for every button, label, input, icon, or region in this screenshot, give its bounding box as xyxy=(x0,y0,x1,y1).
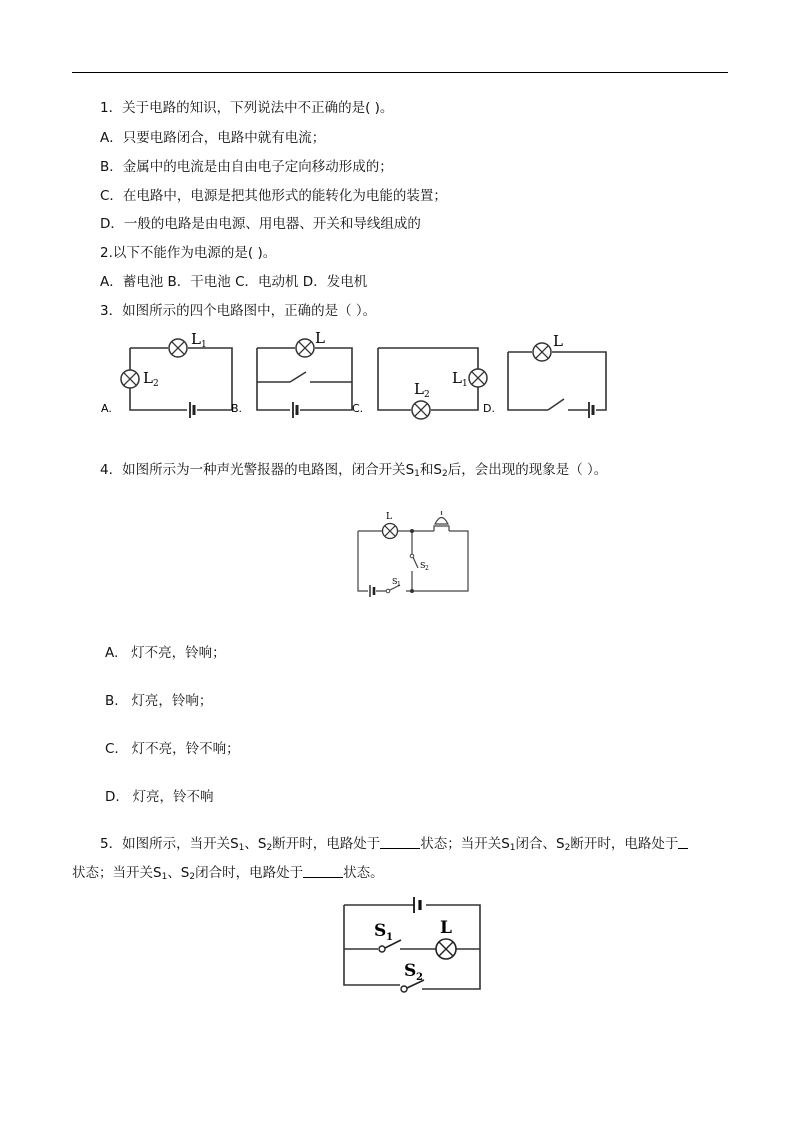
lamp-icon xyxy=(296,339,314,357)
lamp-icon xyxy=(436,939,456,959)
q5-line1: 5．如图所示，当开关$S_1$、$S_2$断开时，电路处于 状态；当开关$S_1$闭合、$S_2$断开时，电路处于 xyxy=(100,836,688,856)
lamp-icon xyxy=(412,401,430,419)
switch-label: S xyxy=(392,577,398,586)
q1-option-d: D．一般的电路是由电源、用电器、开关和导线组成的 xyxy=(100,216,421,232)
answer-blank[interactable] xyxy=(380,836,420,849)
lamp-label-sub: 1 xyxy=(462,379,468,389)
switch-label: S xyxy=(404,961,417,981)
q3-circuit-diagrams xyxy=(0,330,800,420)
lamp-label-sub: 2 xyxy=(153,379,159,389)
q3-circuit-d xyxy=(483,332,606,418)
q1-option-a: A．只要电路闭合，电路中就有电流； xyxy=(100,130,326,146)
lamp-label: L xyxy=(440,918,452,938)
figure-label-a: A. xyxy=(101,402,112,415)
q5-circuit-diagram xyxy=(338,893,498,1003)
q4-option-a: A. 灯不亮，铃响； xyxy=(105,645,226,661)
answer-blank[interactable] xyxy=(303,865,343,878)
q1-stem: 1．关于电路的知识，下列说法中不正确的是( )。 xyxy=(100,100,394,116)
q4-stem: 4．如图所示为一种声光警报器的电路图，闭合开关$S_1$和$S_2$后，会出现的现象是（ ）。 xyxy=(100,462,608,479)
q4-alarm-circuit xyxy=(350,505,480,605)
q4-option-b: B. 灯亮，铃响； xyxy=(105,693,213,709)
switch-label-sub: 2 xyxy=(416,972,423,983)
lamp-label: L xyxy=(386,512,392,522)
q1-option-b: B．金属中的电流是由自由电子定向移动形成的； xyxy=(100,159,393,175)
q4-option-d: D. 灯亮，铃不响 xyxy=(105,789,214,805)
lamp-icon xyxy=(533,343,551,361)
switch-label-sub: 1 xyxy=(386,932,393,943)
lamp-icon xyxy=(121,370,139,388)
lamp-label: L xyxy=(191,330,201,348)
q5-line2: 状态；当开关$S_1$、$S_2$闭合时，电路处于 状态。 xyxy=(72,865,384,882)
q3-circuit-a xyxy=(101,330,232,418)
lamp-label: L xyxy=(414,380,424,398)
switch-label-sub: 1 xyxy=(397,581,401,588)
lamp-label: L xyxy=(452,369,462,387)
q2-options: A．蓄电池 B．干电池 C．电动机 D．发电机 xyxy=(100,274,368,290)
switch-label: S xyxy=(374,921,387,941)
q3-circuit-b xyxy=(231,329,352,418)
q2-stem: 2.以下不能作为电源的是( )。 xyxy=(100,245,277,261)
q1-option-c: C．在电路中，电源是把其他形式的能转化为电能的装置； xyxy=(100,188,447,204)
bell-icon xyxy=(434,511,449,531)
switch-label-sub: 2 xyxy=(425,565,429,572)
lamp-label-sub: 1 xyxy=(201,340,207,350)
lamp-icon xyxy=(169,339,187,357)
lamp-icon xyxy=(383,524,398,539)
answer-blank[interactable] xyxy=(678,836,688,849)
figure-label-c: C. xyxy=(352,402,364,415)
figure-label-b: B. xyxy=(231,402,243,415)
q4-option-c: C. 灯不亮，铃不响； xyxy=(105,741,240,757)
q3-circuit-c xyxy=(352,348,487,419)
lamp-label: L xyxy=(143,369,153,387)
switch-label: S xyxy=(420,561,426,570)
lamp-label: L xyxy=(315,329,325,347)
figure-label-d: D. xyxy=(483,402,495,415)
header-rule xyxy=(72,72,728,73)
q3-stem: 3．如图所示的四个电路图中，正确的是（ ）。 xyxy=(100,303,377,319)
lamp-label: L xyxy=(553,332,563,350)
lamp-icon xyxy=(469,369,487,387)
lamp-label-sub: 2 xyxy=(424,390,430,400)
